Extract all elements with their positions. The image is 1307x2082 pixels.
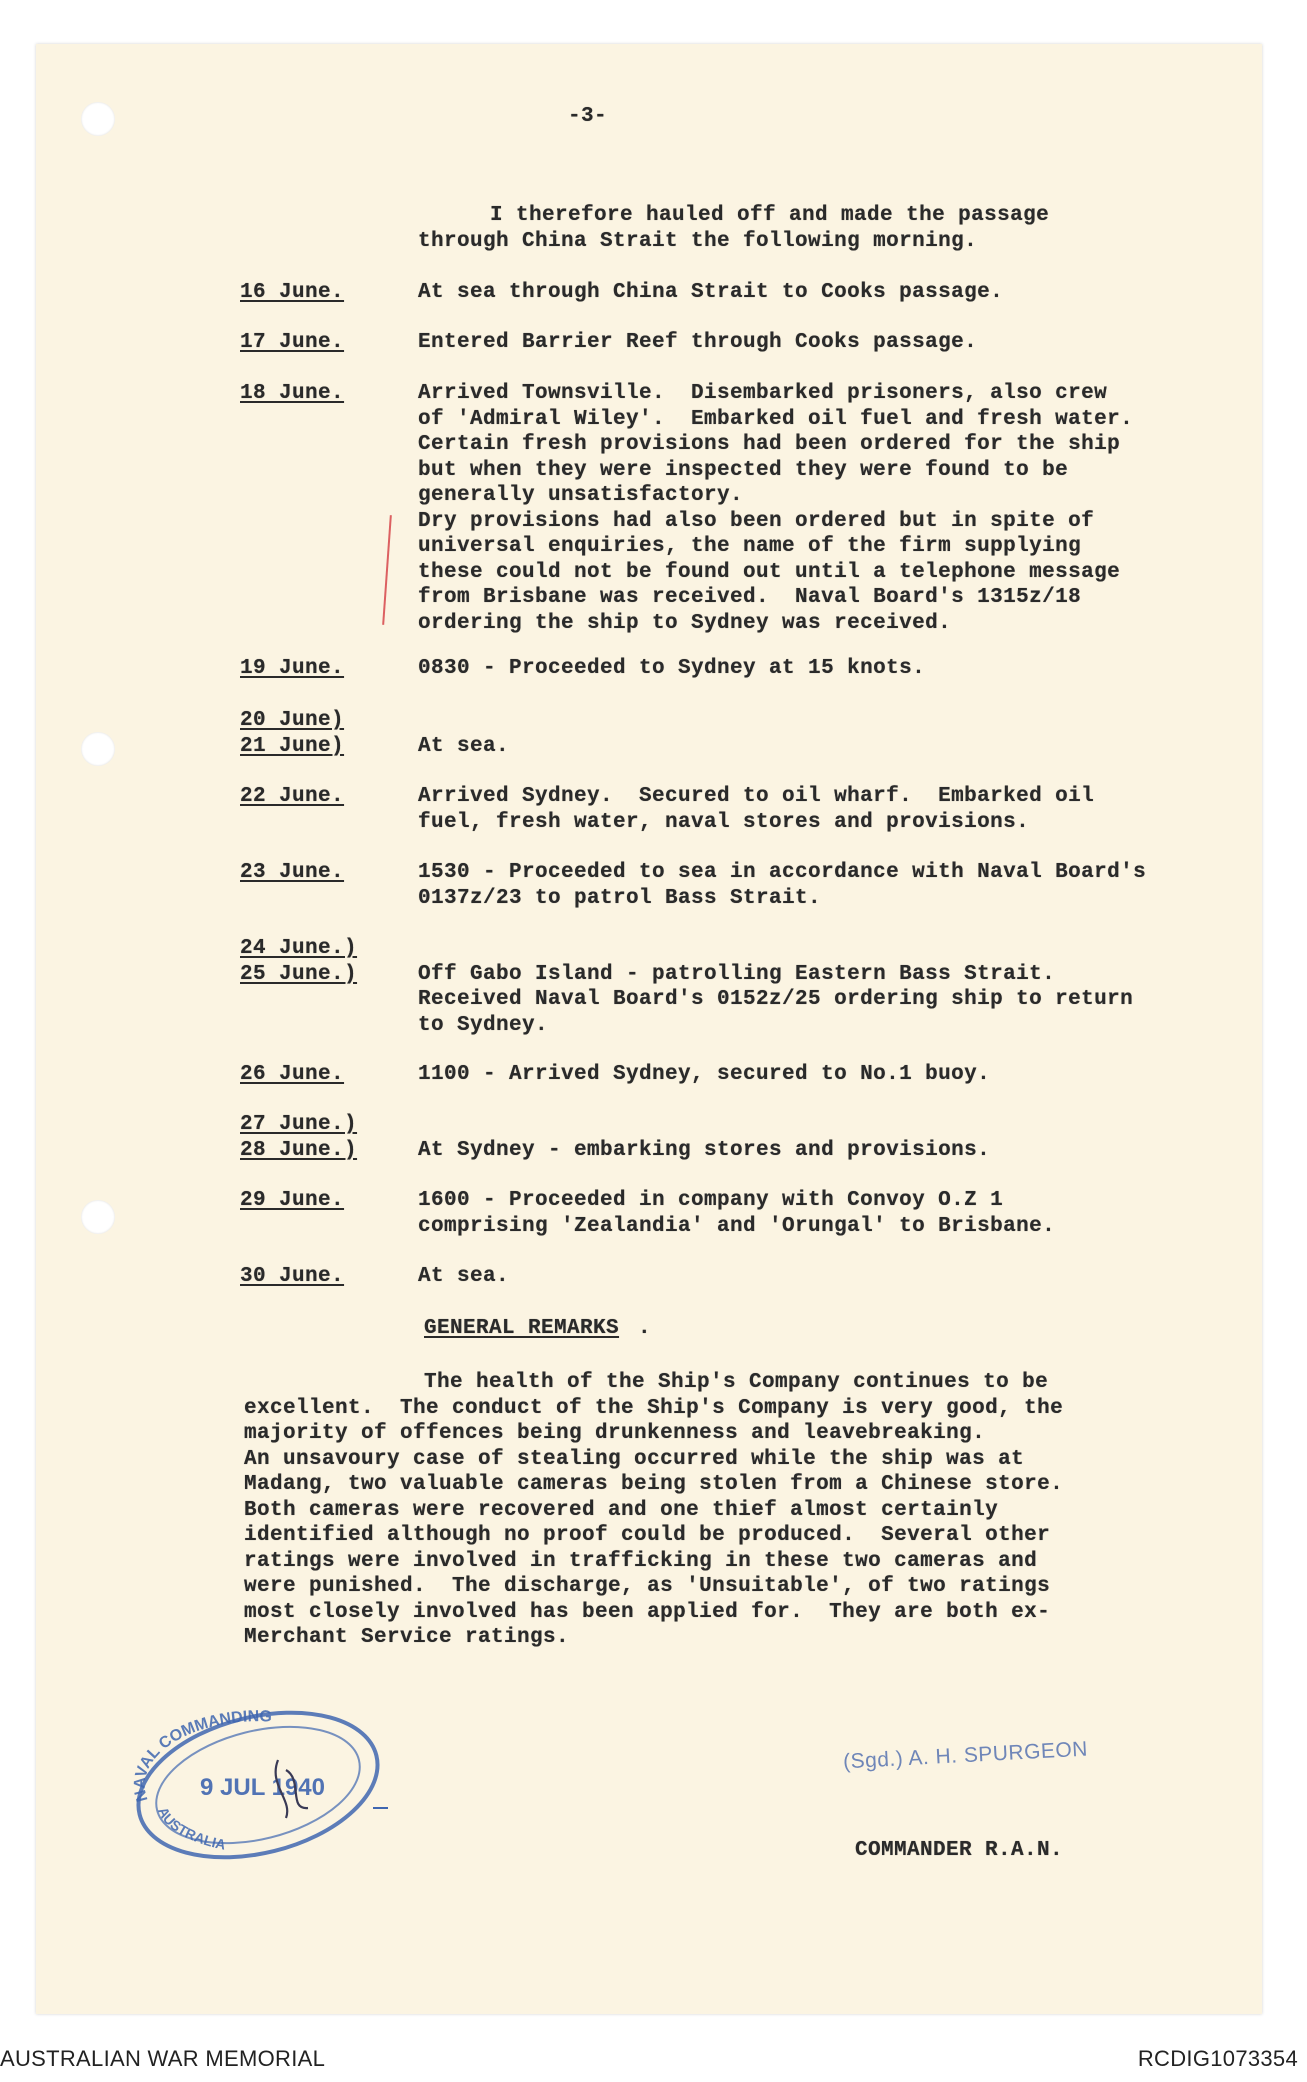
signature-sgd: (Sgd.) A. H. SPURGEON <box>842 1737 1089 1774</box>
received-stamp <box>118 1690 398 1870</box>
entry-date: 19 June. <box>240 657 345 680</box>
entry-line: from Brisbane was received. Naval Board's 1315z/18 <box>418 586 1082 609</box>
entry-line: At sea. <box>418 1265 510 1288</box>
entry-line: Dry provisions had also been ordered but in spite of <box>418 509 1095 533</box>
entry-date: 17 June. <box>240 331 345 354</box>
remarks-line: most closely involved has been applied for. They are both ex- <box>244 1600 1051 1624</box>
footer-id: RCDIG1073354 <box>1137 2046 1298 2071</box>
entry-line: Off Gabo Island - patrolling Eastern Bass Strait. <box>418 962 1056 986</box>
entry-line: universal enquiries, the name of the firm supplying <box>418 535 1082 558</box>
entry-date: 28 June.) <box>240 1138 358 1162</box>
remarks-line: majority of offences being drunkenness and leavebreaking. <box>244 1422 986 1445</box>
entry-line: comprising 'Zealandia' and 'Orungal' to Brisbane. <box>418 1214 1056 1238</box>
remarks-heading-suffix: . <box>638 1317 652 1340</box>
entry-line: 0830 - Proceeded to Sydney at 15 knots. <box>418 657 926 680</box>
entry-line: 1100 - Arrived Sydney, secured to No.1 buoy. <box>418 1063 991 1086</box>
punch-hole <box>81 1200 115 1234</box>
entry-line: 1600 - Proceeded in company with Convoy O.Z 1 <box>418 1189 1004 1212</box>
entry-line: but when they were inspected they were found to be <box>418 458 1069 482</box>
entry-line: At sea through China Strait to Cooks passage. <box>418 281 1004 304</box>
remarks-line: identified although no proof could be produced. Several other <box>244 1524 1051 1547</box>
entry-line: fuel, fresh water, naval stores and provisions. <box>418 810 1030 834</box>
stamp-date: 9 JUL 1940 <box>200 1774 325 1801</box>
entry-line: 1530 - Proceeded to sea in accordance with Naval Board's <box>418 861 1147 884</box>
entry-line: Arrived Sydney. Secured to oil wharf. Embarked oil <box>418 785 1095 808</box>
remarks-line: Merchant Service ratings. <box>244 1626 570 1649</box>
stamp-bottom-text: AUSTRALIA <box>154 1804 228 1853</box>
entry-date: 20 June) <box>240 709 345 732</box>
entry-date: 27 June.) <box>240 1113 358 1136</box>
entry-line: At Sydney - embarking stores and provisions. <box>418 1138 991 1162</box>
entry-line: these could not be found out until a telephone message <box>418 560 1121 584</box>
footer-source: AUSTRALIAN WAR MEMORIAL <box>0 2046 326 2071</box>
entry-date: 18 June. <box>240 382 345 405</box>
entry-line: ordering the ship to Sydney was received. <box>418 611 952 635</box>
entry-line: of 'Admiral Wiley'. Embarked oil fuel and fresh water. <box>418 407 1134 431</box>
entry-date: 21 June) <box>240 734 345 758</box>
remarks-line: The health of the Ship's Company continues to be <box>424 1371 1049 1394</box>
entry-line: to Sydney. <box>418 1013 549 1037</box>
entry-date: 22 June. <box>240 785 345 808</box>
remarks-line: Both cameras were recovered and one thief almost certainly <box>244 1498 999 1522</box>
intro-line: I therefore hauled off and made the passage <box>490 204 1050 227</box>
page-number: -3- <box>568 105 608 128</box>
entry-line: 0137z/23 to patrol Bass Strait. <box>418 886 822 910</box>
entry-line: Entered Barrier Reef through Cooks passage. <box>418 331 978 354</box>
entry-date: 26 June. <box>240 1063 345 1086</box>
entry-line: Received Naval Board's 0152z/25 ordering ship to return <box>418 988 1134 1011</box>
remarks-line: An unsavoury case of stealing occurred while the ship was at <box>244 1447 1025 1471</box>
punch-hole <box>81 732 115 766</box>
remarks-line: excellent. The conduct of the Ship's Company is very good, the <box>244 1396 1064 1420</box>
signature-rank: COMMANDER R.A.N. <box>855 1839 1064 1862</box>
entry-date: 23 June. <box>240 861 345 884</box>
entry-line: Arrived Townsville. Disembarked prisoners, also crew <box>418 382 1108 405</box>
entry-line: At sea. <box>418 734 510 758</box>
entry-date: 25 June.) <box>240 962 358 986</box>
remarks-line: Madang, two valuable cameras being stolen from a Chinese store. <box>244 1473 1064 1496</box>
entry-date: 16 June. <box>240 281 345 304</box>
remarks-line: were punished. The discharge, as 'Unsuitable', of two ratings <box>244 1575 1051 1598</box>
remarks-line: ratings were involved in trafficking in these two cameras and <box>244 1549 1038 1573</box>
intro-line: through China Strait the following morning. <box>418 229 978 253</box>
stamp-top-text: NAVAL COMMANDING <box>131 1708 273 1804</box>
entry-line: generally unsatisfactory. <box>418 484 744 507</box>
entry-date: 29 June. <box>240 1189 345 1212</box>
entry-date: 24 June.) <box>240 937 358 960</box>
punch-hole <box>81 102 115 136</box>
entry-date: 30 June. <box>240 1265 345 1288</box>
entry-line: Certain fresh provisions had been ordered for the ship <box>418 433 1121 456</box>
remarks-heading: GENERAL REMARKS <box>424 1317 620 1340</box>
